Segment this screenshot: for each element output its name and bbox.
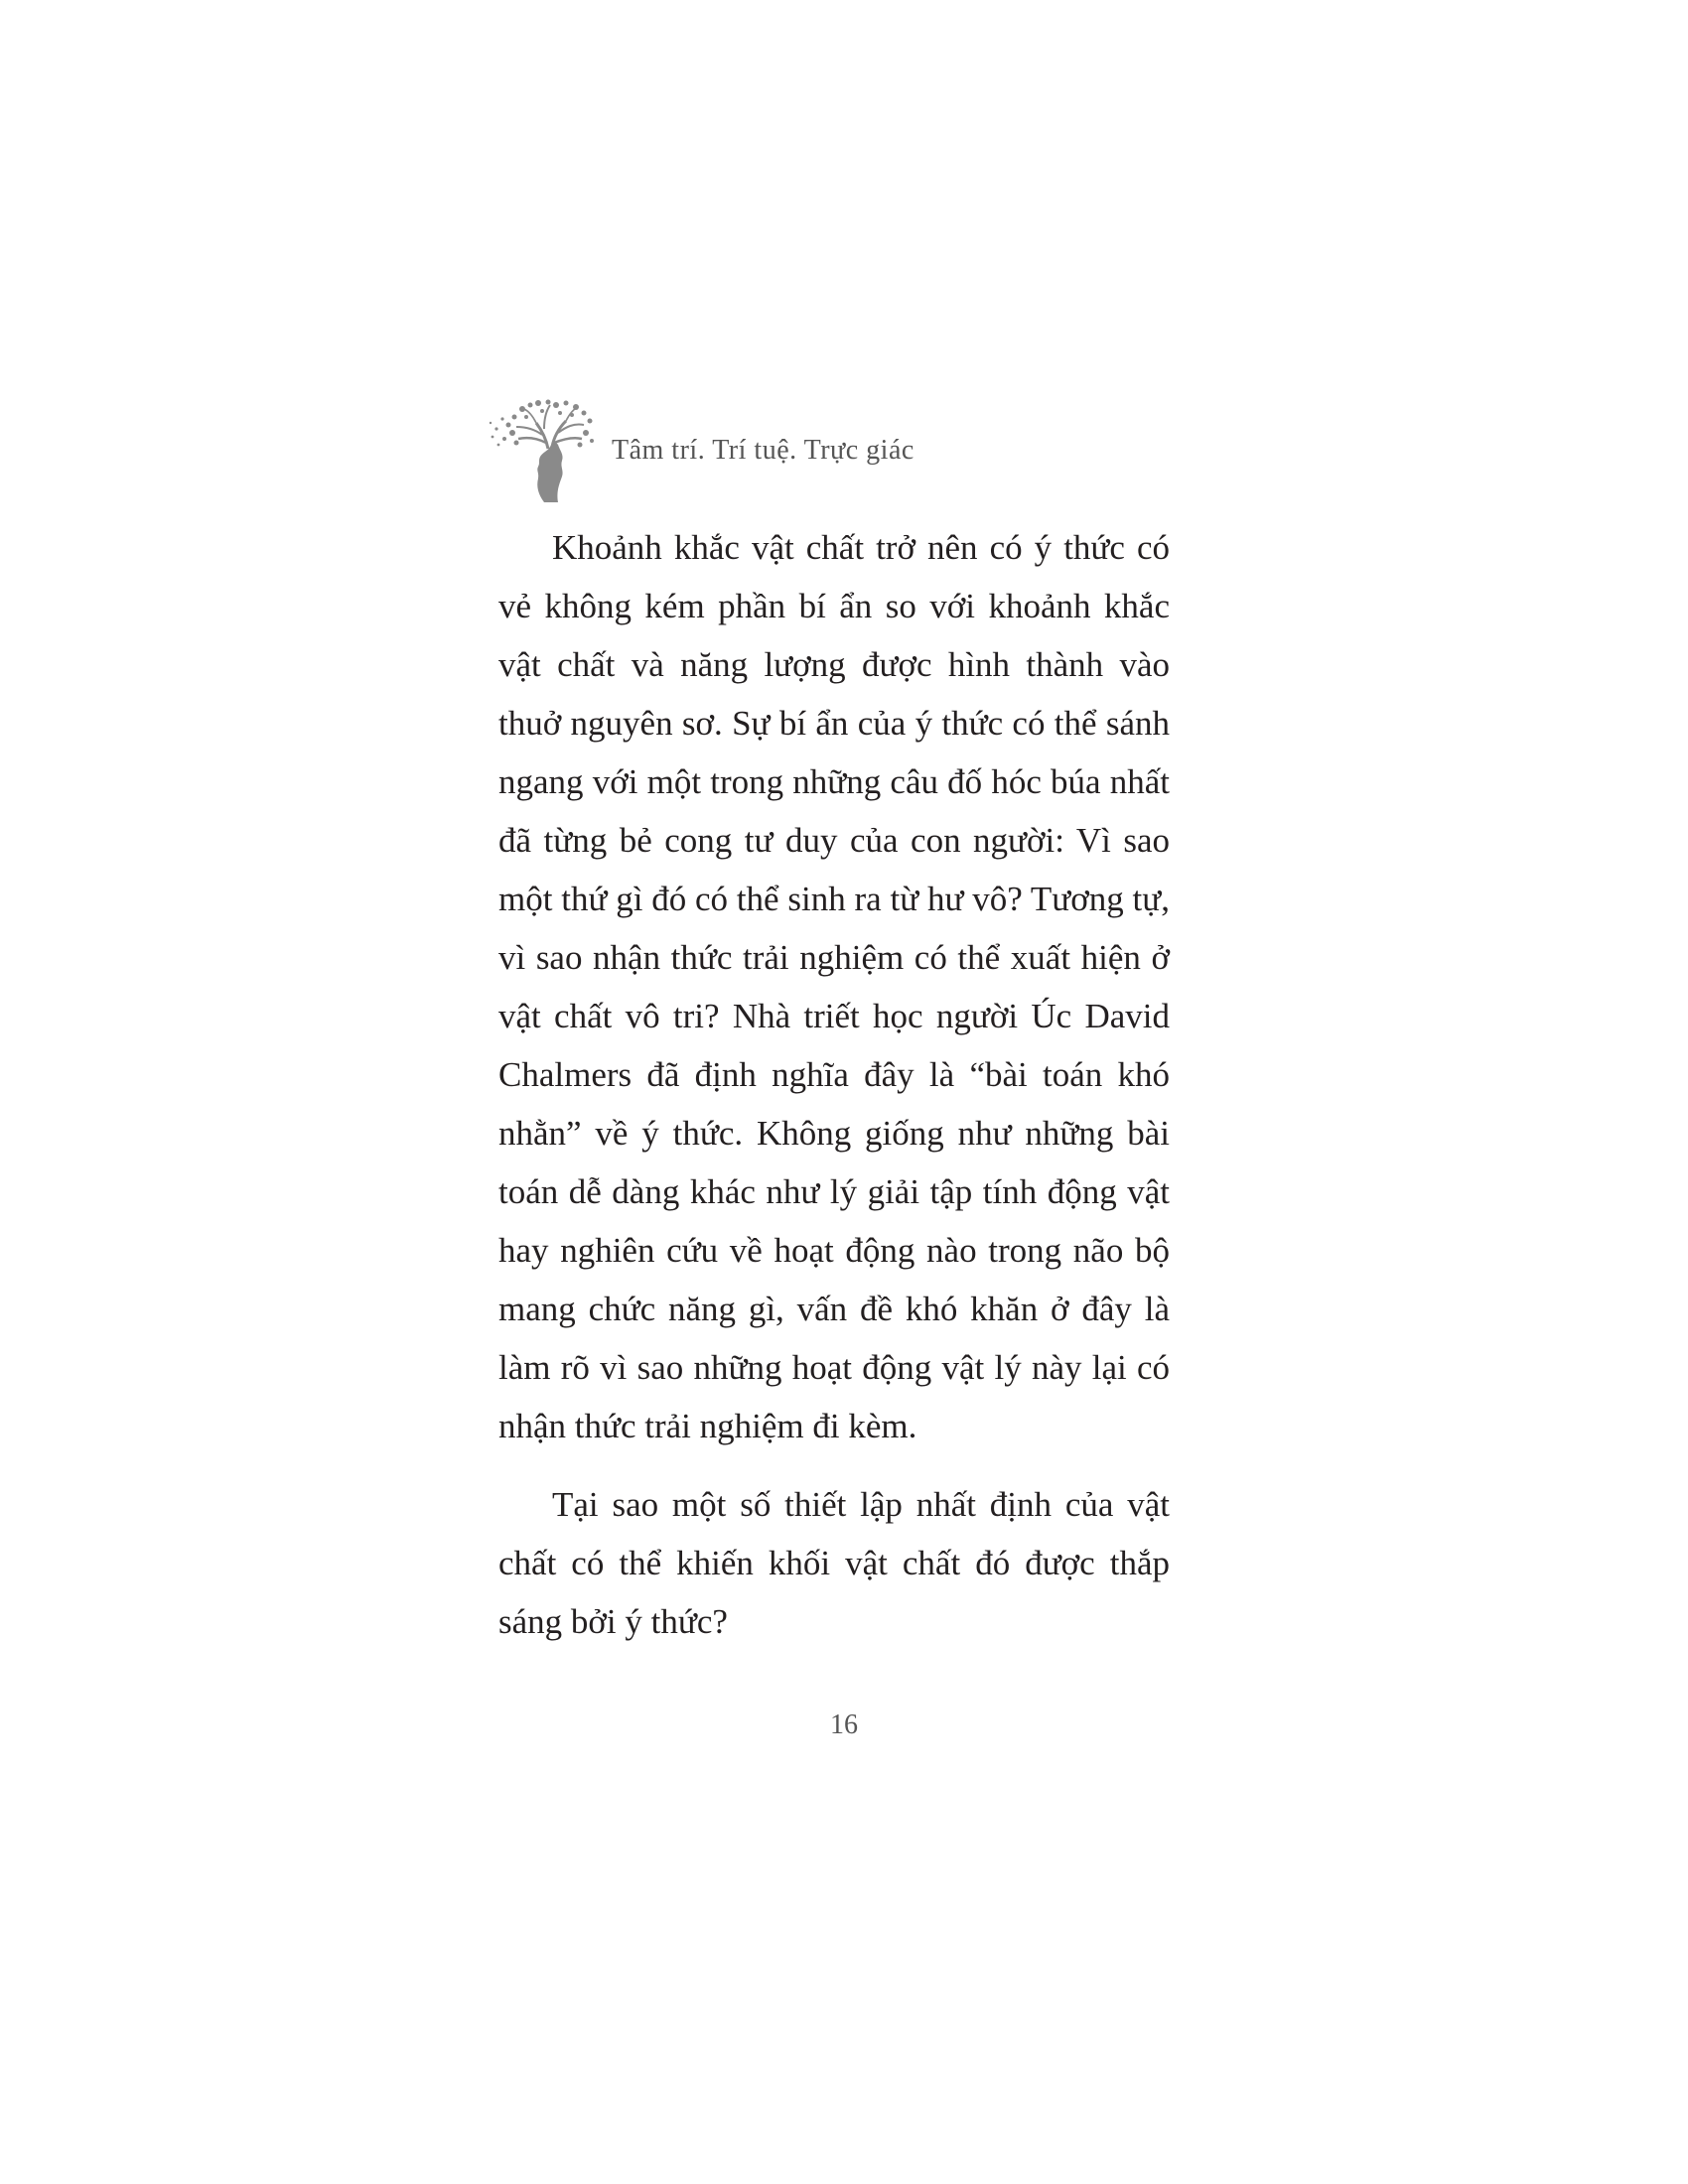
tree-head-icon (487, 399, 596, 504)
paragraph: Tại sao một số thiết lập nhất định của vật chất có thể khiến khối vật chất đó được thắp sáng bởi ý thức? (498, 1485, 1170, 1641)
body-text (498, 518, 1170, 1651)
running-header (487, 399, 1182, 508)
page-number: 16 (830, 1709, 858, 1740)
paragraph: Khoảnh khắc vật chất trở nên có ý thức có vẻ không kém phần bí ẩn so với khoảnh khắc vật chất và năng lượng được hình thành vào thuở nguyên sơ. Sự bí ẩn của ý thức có thể sánh ngang với một trong những câu đố hóc búa nhất đã từng bẻ cong tư duy của con người: Vì sao một thứ gì đó có thể sinh ra từ hư vô? Tương tự, vì sao nhận thức trải nghiệm có thể xuất hiện ở vật chất vô tri? Nhà triết học người Úc David Chalmers đã định nghĩa đây là “bài toán khó nhằn” về ý thức. Không giống như những bài toán dễ dàng khác như lý giải tập tính động vật hay nghiên cứu về hoạt động nào trong não bộ mang chức năng gì, vấn đề khó khăn ở đây là làm rõ vì sao những hoạt động vật lý này lại có nhận thức trải nghiệm đi kèm. (498, 528, 1170, 1445)
running-header-title: Tâm trí. Trí tuệ. Trực giác (612, 435, 914, 466)
